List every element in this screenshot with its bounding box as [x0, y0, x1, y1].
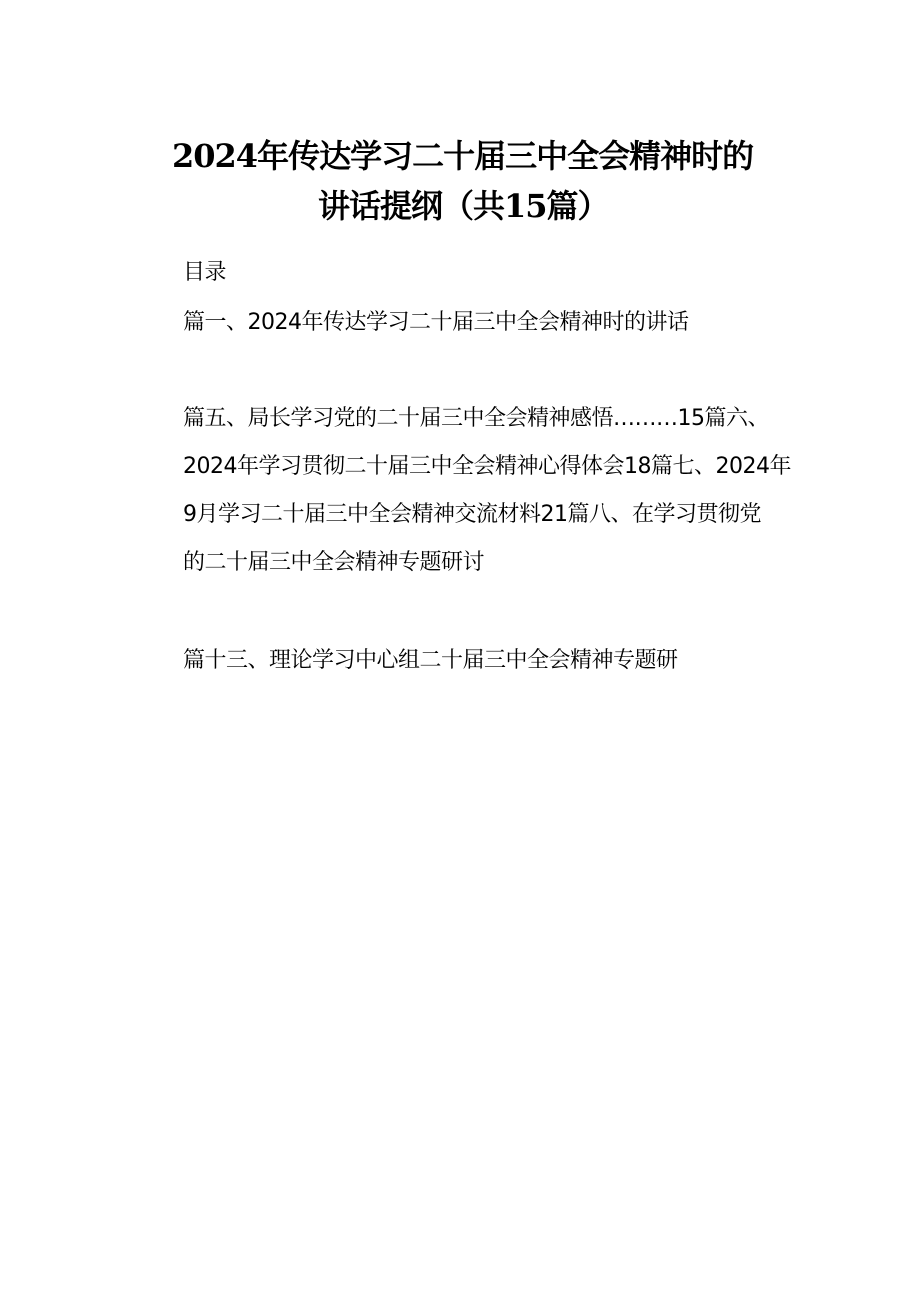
toc-entry-4: 9月学习二十届三中全会精神交流材料21篇八、在学习贯彻党	[183, 502, 761, 527]
toc-entry-3: 2024年学习贯彻二十届三中全会精神心得体会18篇七、2024年	[183, 454, 791, 479]
toc-entry-1: 篇一、2024年传达学习二十届三中全会精神时的讲话	[183, 310, 689, 335]
document-title-line-2: 讲话提纲（共15篇）	[318, 187, 609, 225]
toc-entry-5: 的二十届三中全会精神专题研讨	[183, 550, 485, 575]
toc-entry-2: 篇五、局长学习党的二十届三中全会精神感悟………15篇六、	[183, 406, 769, 431]
toc-heading: 目录	[183, 260, 227, 285]
toc-entry-6: 篇十三、理论学习中心组二十届三中全会精神专题研	[183, 648, 678, 673]
document-title-line-1: 2024年传达学习二十届三中全会精神时的	[172, 137, 754, 175]
